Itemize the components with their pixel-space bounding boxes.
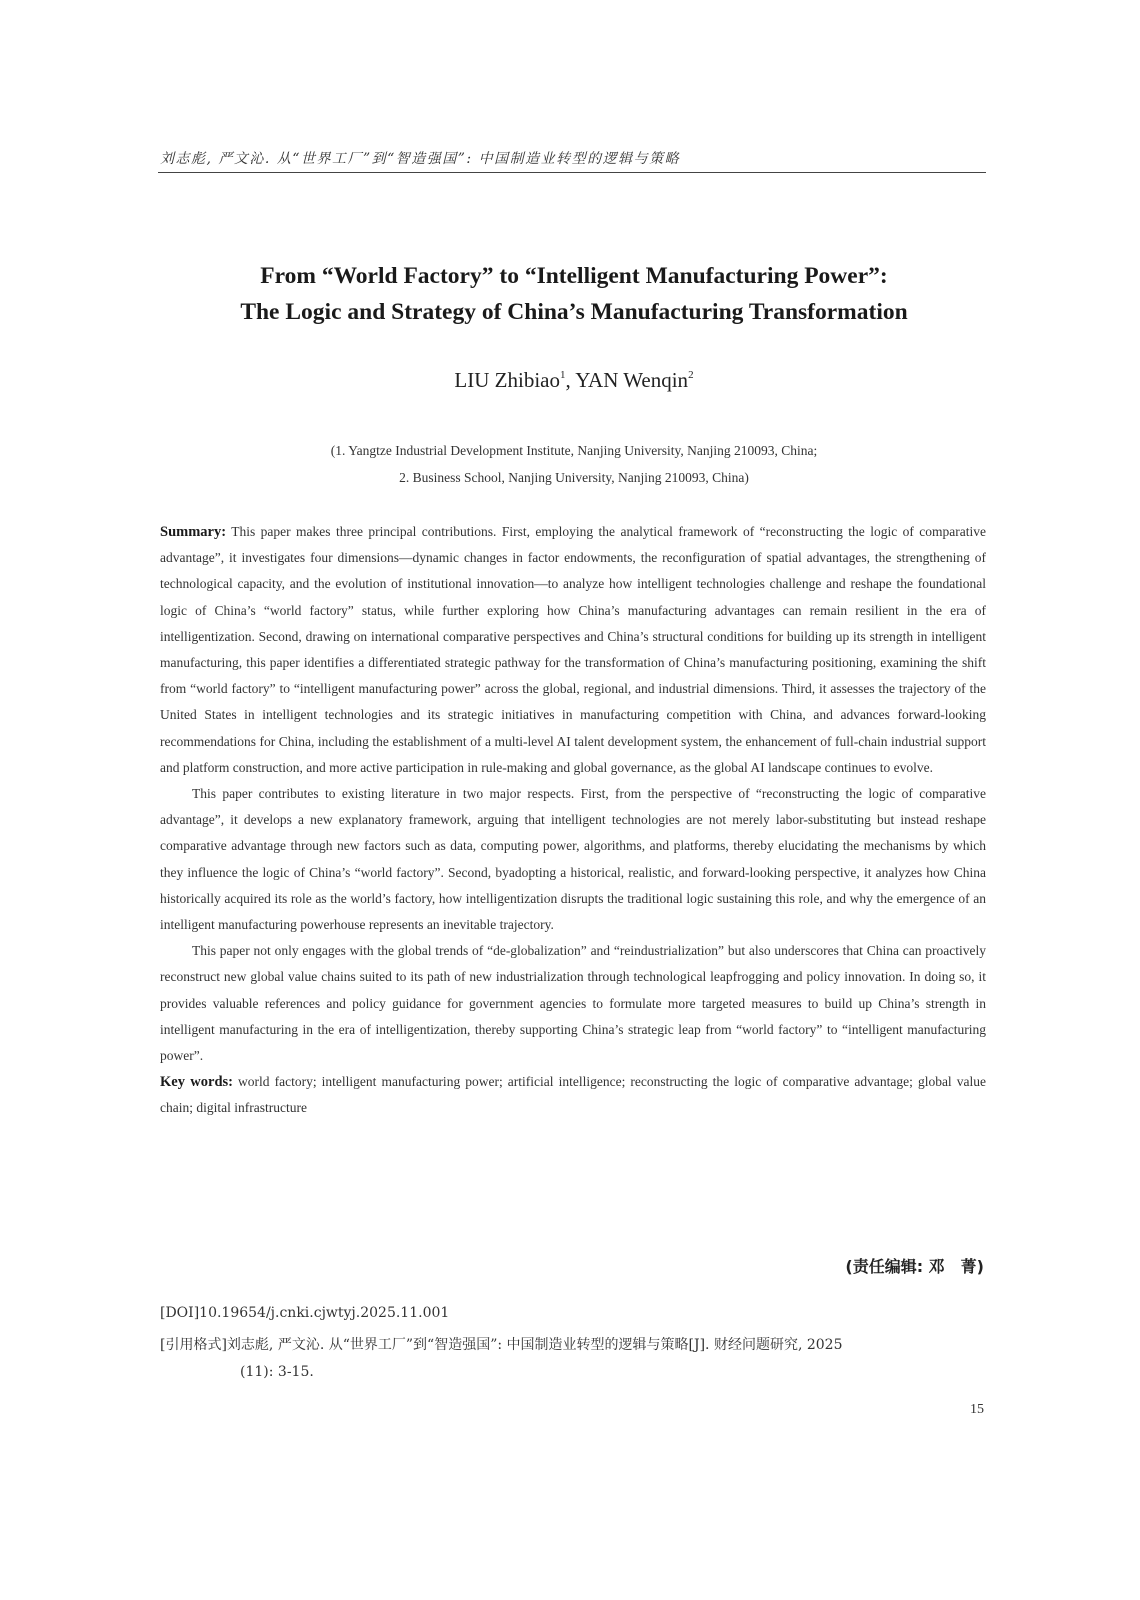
summary-text-1: This paper makes three principal contributions. First, employing the analytical framework of “reconstructing the logic of comparative advantage”, it investigates four dimensions—dynamic changes in factor endowments, the reconfiguration of spatial advantages, the strengthening of technological capacity, and the evolution of institutional innovation—to analyze how intelligent technologies challenge and reshape the foundational logic of China’s “world factory” status, while further exploring how China’s manufacturing advantages can remain resilient in the era of intelligentization. Second, drawing on international comparative perspectives and China’s structural conditions for building up its strength in intelligent manufacturing, this paper identifies a differentiated strategic pathway for the transformation of China’s manufacturing positioning, examining the shift from “world factory” to “intelligent manufacturing power” across the global, regional, and industrial dimensions. Third, it assesses the trajectory of the United States in intelligent technologies and its strategic initiatives in manufacturing competition with China, and advances forward-looking recommendations for China, including the establishment of a multi-level AI talent development system, the enhancement of full-chain industrial support and platform construction, and more active participation in rule-making and global governance, as the global AI landscape continues to evolve. — [160, 524, 986, 775]
running-header: 刘志彪, 严文沁. 从“世界工厂”到“智造强国”: 中国制造业转型的逻辑与策略 — [160, 151, 681, 167]
citation-format — [160, 1332, 986, 1386]
keywords-paragraph — [160, 1069, 986, 1121]
keywords-text: world factory; intelligent manufacturing power; artificial intelligence; reconstructing the logic of comparative advantage; global value chain; digital infrastructure — [160, 1074, 986, 1116]
summary-section — [160, 519, 986, 1122]
citation-line-1: [引用格式]刘志彪, 严文沁. 从“世界工厂”到“智造强国”: 中国制造业转型的逻辑与策略[J]. 财经问题研究, 2025 — [160, 1337, 843, 1353]
header-rule — [158, 172, 986, 173]
doi-line: [DOI]10.19654/j.cnki.cjwtyj.2025.11.001 — [160, 1305, 450, 1321]
keywords-label: Key words: — [160, 1074, 233, 1091]
title-line-2: The Logic and Strategy of China’s Manufacturing Transformation — [240, 299, 908, 325]
author-1-affil-mark: 1 — [559, 369, 566, 381]
summary-label: Summary: — [160, 524, 227, 540]
title-line-1: From “World Factory” to “Intelligent Manufacturing Power”: — [260, 263, 888, 289]
author-1: LIU Zhibiao — [454, 368, 560, 392]
author-list — [140, 368, 1008, 393]
author-2-affil-mark: 2 — [688, 369, 694, 381]
summary-paragraph-3: This paper not only engages with the global trends of “de-globalization” and “reindustrialization” but also underscores that China can proactively reconstruct new global value chains suited to its path of new industrialization through technological leapfrogging and policy innovation. In doing so, it provides valuable references and policy guidance for government agencies to formulate more targeted measures to build up China’s strength in intelligent manufacturing in the era of intelligentization, thereby supporting China’s strategic leap from “world factory” to “intelligent manufacturing power”. — [160, 943, 986, 1064]
article-title — [140, 258, 1008, 330]
summary-paragraph-1 — [160, 519, 986, 781]
citation-line-2: (11): 3-15. — [240, 1364, 314, 1380]
summary-paragraph-2: This paper contributes to existing literature in two major respects. First, from the perspective of “reconstructing the logic of comparative advantage”, it develops a new explanatory framework, arguing that intelligent technologies are not merely labor-substituting but instead reshape comparative advantage through new factors such as data, computing power, algorithms, and platforms, thereby elucidating the mechanisms by which they influence the logic of China’s “world factory”. Second, byadopting a historical, realistic, and forward-looking perspective, it analyzes how China historically acquired its role as the world’s factory, how intelligentization disrupts the traditional logic sustaining this role, and why the emergence of an intelligent manufacturing powerhouse represents an inevitable trajectory. — [160, 786, 986, 933]
affiliation-1: (1. Yangtze Industrial Development Institute, Nanjing University, Nanjing 210093, China; — [330, 443, 818, 458]
page-number: 15 — [970, 1402, 984, 1417]
responsible-editor: (责任编辑: 邓 菁) — [845, 1257, 984, 1276]
affiliations — [140, 437, 1008, 491]
affiliation-2: 2. Business School, Nanjing University, Nanjing 210093, China) — [399, 470, 749, 485]
author-separator: , — [565, 368, 576, 392]
author-2: YAN Wenqin — [575, 368, 689, 392]
